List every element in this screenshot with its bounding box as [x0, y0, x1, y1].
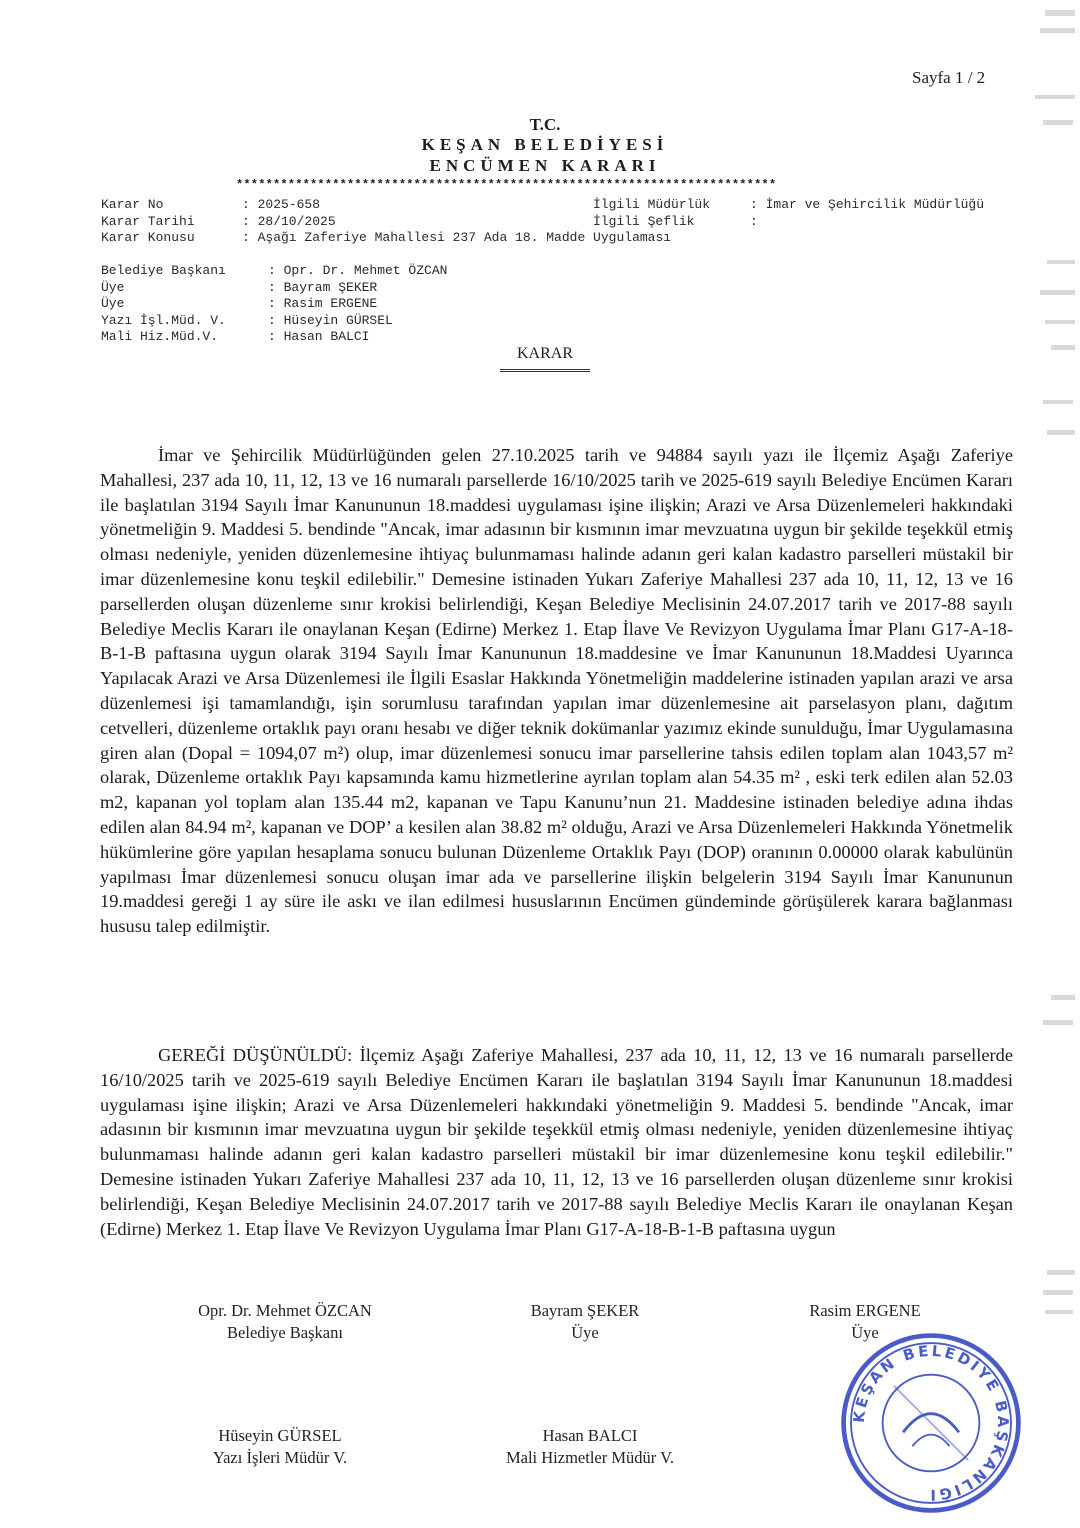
header-council-decision: ENCÜMEN KARARI	[429, 156, 661, 175]
decision-info-values: : 2025-658 : 28/10/2025 : Aşağı Zaferiye Mahallesi 237 Ada 18. Madde Uygulaması	[242, 197, 672, 245]
signature-name: Bayram ŞEKER	[530, 1301, 640, 1320]
signature-name: Rasim ERGENE	[809, 1301, 921, 1320]
members-values: : Opr. Dr. Mehmet ÖZCAN : Bayram ŞEKER : Rasim ERGENE : Hüseyin GÜRSEL : Hasan BALCI	[268, 263, 448, 344]
signature-title: Üye	[851, 1323, 879, 1342]
body-paragraph-2: GEREĞİ DÜŞÜNÜLDÜ: İlçemiz Aşağı Zaferiye Mahallesi, 237 ada 10, 11, 12, 13 ve 16 numaralı parsellerde 16/10/2025 tarih ve 2025-619 sayılı Belediye Encümen Kararı ile başlatılan 3194 Sayılı İmar Kanununun 18.maddesi uygulaması işine ilişkin; Arazi ve Arsa Düzenlemeleri hakkındaki yönetmeliğin 9. Maddesi 5. bendinde "Ancak, imar adasının bir kısmının imar mevzuatına uygun bir şekilde teşekkül etmiş olması nedeniyle, yeniden düzenlemesine ihtiyaç bulunmaması halinde adanın geri kalan kadastro parselleri müstakil bir imar düzenlemesine konu teşkil edilebilir." Demesine istinaden Yukarı Zaferiye Mahallesi 237 ada 10, 11, 12, 13 ve 16 parsellerden oluşan düzenleme sınır krokisi belirlendiği, Keşan Belediye Meclisinin 24.07.2017 tarih ve 2017-88 sayılı Belediye Meclis Kararı ile onaylanan Keşan (Edirne) Merkez 1. Etap İlave Ve Revizyon Uygulama İmar Planı G17-A-18-B-1-B paftasına uygun	[100, 1045, 1013, 1239]
official-seal-stamp	[838, 1330, 1024, 1516]
body-paragraph-1: İmar ve Şehircilik Müdürlüğünden gelen 27.10.2025 tarih ve 94884 sayılı yazı ile İlçemiz Aşağı Zaferiye Mahallesi, 237 ada 10, 11, 12, 13 ve 16 numaralı parsellerde 16/10/2025 tarih ve 2025-619 sayılı Belediye Encümen Kararı ile başlatılan 3194 Sayılı İmar Kanununun 18.maddesi uygulaması işine ilişkin; Arazi ve Arsa Düzenlemeleri hakkındaki yönetmeliğin 9. Maddesi 5. bendinde "Ancak, imar adasının bir kısmının imar mevzuatına uygun bir şekilde teşekkül etmiş olması nedeniyle, yeniden düzenlemesine ihtiyaç bulunmaması halinde adanın geri kalan kadastro parselleri müstakil bir imar düzenlemesine konu teşkil edilebilir." Demesine istinaden Yukarı Zaferiye Mahallesi 237 ada 10, 11, 12, 13 ve 16 parsellerden oluşan düzenleme sınır krokisi belirlendiği, Keşan Belediye Meclisinin 24.07.2017 tarih ve 2017-88 sayılı Belediye Meclis Kararı ile onaylanan Keşan (Edirne) Merkez 1. Etap İlave Ve Revizyon Uygulama İmar Planı G17-A-18-B-1-B paftasına uygun olarak 3194 Sayılı İmar Kanununun 18.maddesine ve İmar Kanununun 18.Maddesi Uyarınca Yapılacak Arazi ve Arsa Düzenlemesi ile İlgili Esaslar Hakkında Yönetmeliğin maddelerine istinaden yapılan arazi ve arsa düzenlemesi işi tamamlandığı, işin sorumlusu tarafından yapılan imar düzenlemesine ait parselasyon planı, dağıtım cetvelleri, düzenleme ortaklık payı oranı hesabı ve diğer teknik dokümanlar yazımız ekinde sunulduğu, İmar Uygulamasına giren alan (Dopal = 1094,07 m²) olup, imar düzenlemesi sonucu imar parsellerine tahsis edilen toplam alan 1043,57 m² olarak, Düzenleme ortaklık Payı kapsamında kamu hizmetlerine ayrılan toplam alan 54.35 m² , eski terk edilen alan 52.03 m2, kapanan yol toplam alan 135.44 m2, kapanan ve Tapu Kanunu’nun 21. Maddesine istinaden belediye adına ihdas edilen alan 84.94 m², kapanan ve DOP’ a kesilen alan 38.82 m² olduğu, Arazi ve Arsa Düzenlemeleri Hakkında Yönetmelik hükümlerine göre yapılan hesaplama sonucu bulunan Düzenleme Ortaklık Payı (DOP) oranının 0.00000 olarak kabulünün yapılması İmar düzenlemesi sonucu oluşan imar ada ve parsellerine ilişkin belgelerin 3194 Sayılı İmar Kanununun 19.maddesi gereği 1 ay süre ile askı ve ilan edilmesi hususlarının Encümen gündeminde görüşülerek karara bağlanması hususu talep edilmiştir.	[100, 445, 1013, 937]
signature-title: Belediye Başkanı	[227, 1323, 343, 1342]
signature-block-mayor	[170, 1300, 400, 1344]
signature-block-finance	[480, 1425, 700, 1469]
department-values: : İmar ve Şehircilik Müdürlüğü :	[750, 197, 985, 229]
members-labels: Belediye Başkanı Üye Üye Yazı İşl.Müd. V. Mali Hiz.Müd.V.	[101, 263, 226, 344]
signature-title: Yazı İşleri Müdür V.	[212, 1448, 348, 1467]
karar-heading: KARAR	[517, 345, 574, 362]
signature-block-member-1	[490, 1300, 680, 1344]
header-tc: T.C.	[529, 115, 561, 134]
header-municipality: KEŞAN BELEDİYESİ	[421, 135, 669, 154]
signature-name: Opr. Dr. Mehmet ÖZCAN	[198, 1301, 372, 1320]
stamp-text: KEŞAN BELEDİYE BAŞKANLIĞI	[849, 1341, 1012, 1505]
signature-name: Hasan BALCI	[542, 1426, 638, 1445]
signature-block-clerk	[170, 1425, 390, 1469]
karar-underline	[500, 369, 590, 372]
signature-title: Mali Hizmetler Müdür V.	[505, 1448, 675, 1467]
signature-title: Üye	[571, 1323, 599, 1342]
decision-info-labels: Karar No Karar Tarihi Karar Konusu	[101, 197, 195, 245]
signature-name: Hüseyin GÜRSEL	[218, 1426, 342, 1445]
page-number: Sayfa 1 / 2	[912, 68, 986, 87]
department-labels: İlgili Müdürlük İlgili Şeflik	[593, 197, 711, 229]
header-separator: *************************************************************************	[236, 178, 777, 192]
